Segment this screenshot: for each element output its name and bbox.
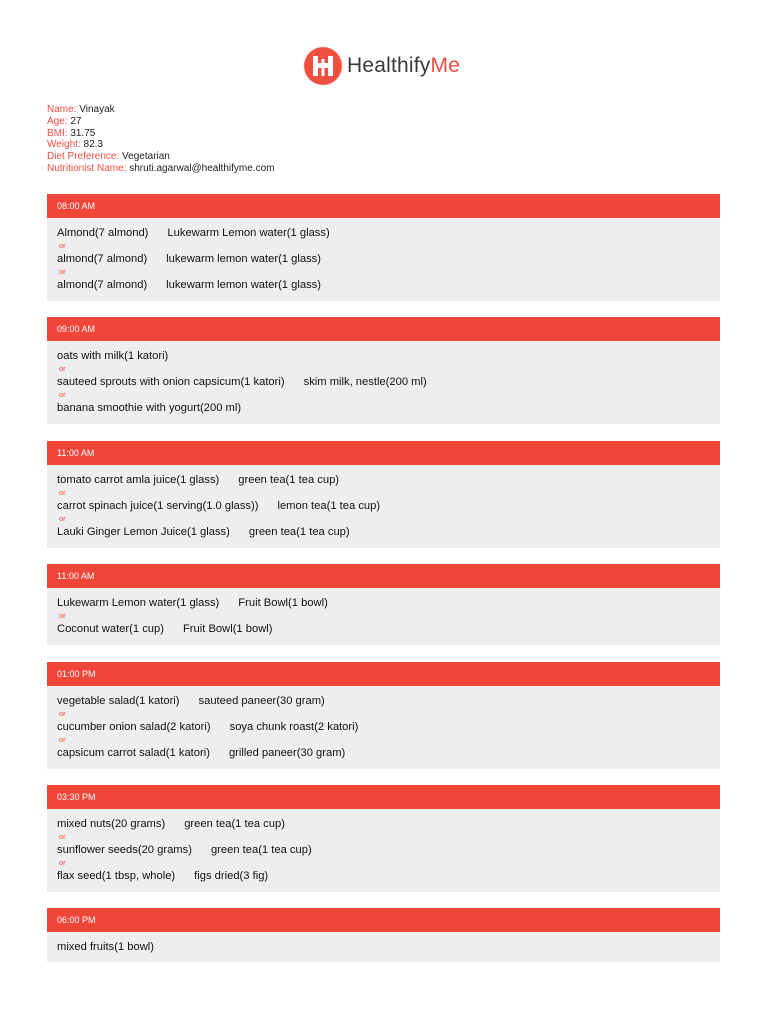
or-separator: or (59, 488, 66, 497)
or-separator: or (59, 832, 66, 841)
meal-option (57, 375, 710, 389)
meal-time: 11:00 AM (47, 564, 720, 588)
food-item: sauteed sprouts with onion capsicum(1 katori) (57, 376, 285, 388)
food-item: figs dried(3 fig) (194, 870, 269, 882)
food-item: green tea(1 tea cup) (184, 818, 285, 830)
meal-block (47, 908, 720, 962)
meal-option (57, 349, 710, 363)
meal-time: 01:00 PM (47, 662, 720, 686)
profile-value: Vinayak (79, 104, 115, 115)
meal-block (47, 441, 720, 548)
meal-option (57, 473, 710, 487)
profile-row (47, 104, 274, 116)
meal-option (57, 746, 710, 760)
food-item: soya chunk roast(2 katori) (229, 721, 359, 733)
meal-option (57, 596, 710, 610)
or-separator: or (59, 611, 66, 620)
profile-label: Weight: (47, 139, 81, 151)
profile-value: shruti.agarwal@healthifyme.com (129, 162, 275, 174)
food-item: Coconut water(1 cup) (57, 623, 164, 635)
meal-options (47, 686, 720, 769)
food-item: sauteed paneer(30 gram) (198, 695, 325, 707)
food-item: Fruit Bowl(1 bowl) (182, 623, 273, 635)
or-separator: or (59, 858, 66, 867)
meal-time: 09:00 AM (47, 317, 720, 341)
food-item: lukewarm lemon water(1 glass) (166, 253, 321, 265)
meal-option (57, 843, 710, 857)
profile-value: 31.75 (70, 127, 96, 139)
or-separator: or (59, 267, 66, 276)
meal-block (47, 194, 720, 301)
meal-options (47, 932, 720, 962)
or-separator: or (59, 364, 66, 373)
profile-row (47, 163, 274, 175)
meal-block (47, 317, 720, 424)
profile-value: 82.3 (83, 139, 103, 151)
meal-option (57, 694, 710, 708)
meal-option (57, 940, 710, 954)
food-item: Lauki Ginger Lemon Juice(1 glass) (57, 526, 230, 538)
food-item: green tea(1 tea cup) (238, 474, 340, 486)
or-separator: or (59, 241, 66, 250)
meal-option (57, 252, 710, 266)
food-item: almond(7 almond) (57, 253, 148, 265)
meal-option (57, 226, 710, 240)
profile-info (47, 104, 274, 175)
food-item: lemon tea(1 tea cup) (277, 500, 381, 512)
food-item: tomato carrot amla juice(1 glass) (57, 474, 220, 486)
meal-options (47, 809, 720, 892)
brand-name: HealthifyMe (347, 54, 461, 77)
meal-time: 08:00 AM (47, 194, 720, 218)
food-item: green tea(1 tea cup) (248, 526, 350, 538)
food-item: sunflower seeds(20 grams) (57, 844, 192, 856)
profile-label: Diet Preference: (47, 151, 120, 163)
food-item: grilled paneer(30 gram) (228, 747, 346, 759)
profile-label: Nutritionist Name: (47, 162, 127, 174)
profile-value: 27 (70, 115, 82, 127)
meal-option (57, 622, 710, 636)
meal-time: 11:00 AM (47, 441, 720, 465)
meal-option (57, 817, 710, 831)
meal-option (57, 499, 710, 513)
or-separator: or (59, 514, 66, 523)
profile-label: Name: (47, 104, 77, 115)
meal-option (57, 525, 710, 539)
profile-row (47, 116, 274, 128)
meal-time: 06:00 PM (47, 908, 720, 932)
profile-row (47, 139, 274, 151)
profile-label: BMI: (47, 127, 68, 139)
profile-row (47, 151, 274, 163)
food-item: carrot spinach juice(1 serving(1.0 glass)) (57, 500, 259, 512)
meal-block (47, 662, 720, 769)
food-item: capsicum carrot salad(1 katori) (57, 747, 210, 759)
meal-option (57, 401, 710, 415)
food-item: green tea(1 tea cup) (210, 844, 312, 856)
healthifyme-logo-icon (303, 46, 343, 86)
meal-options (47, 218, 720, 301)
healthifyme-logo (303, 46, 473, 86)
profile-label: Age: (47, 115, 68, 127)
food-item: Lukewarm Lemon water(1 glass) (57, 597, 220, 609)
or-separator: or (59, 709, 66, 718)
meal-block (47, 785, 720, 892)
meal-options (47, 588, 720, 645)
meal-options (47, 465, 720, 548)
meal-option (57, 720, 710, 734)
food-item: almond(7 almond) (57, 279, 148, 291)
food-item: skim milk, nestle(200 ml) (303, 376, 427, 388)
food-item: lukewarm lemon water(1 glass) (166, 279, 321, 291)
profile-value: Vegetarian (122, 151, 170, 163)
food-item: vegetable salad(1 katori) (57, 695, 180, 707)
profile-row (47, 128, 274, 140)
meal-options (47, 341, 720, 424)
food-item: Fruit Bowl(1 bowl) (238, 597, 328, 609)
header (0, 46, 768, 88)
food-item: Almond(7 almond) (57, 227, 149, 239)
meal-option (57, 278, 710, 292)
meal-block (47, 564, 720, 645)
meal-option (57, 869, 710, 883)
meal-time: 03:30 PM (47, 785, 720, 809)
or-separator: or (59, 735, 66, 744)
food-item: mixed nuts(20 grams) (57, 818, 166, 830)
or-separator: or (59, 390, 66, 399)
food-item: oats with milk(1 katori) (57, 350, 169, 362)
food-item: flax seed(1 tbsp, whole) (57, 870, 176, 882)
food-item: cucumber onion salad(2 katori) (57, 721, 211, 733)
food-item: mixed fruits(1 bowl) (57, 941, 154, 953)
food-item: Lukewarm Lemon water(1 glass) (167, 227, 330, 239)
food-item: banana smoothie with yogurt(200 ml) (57, 402, 242, 414)
